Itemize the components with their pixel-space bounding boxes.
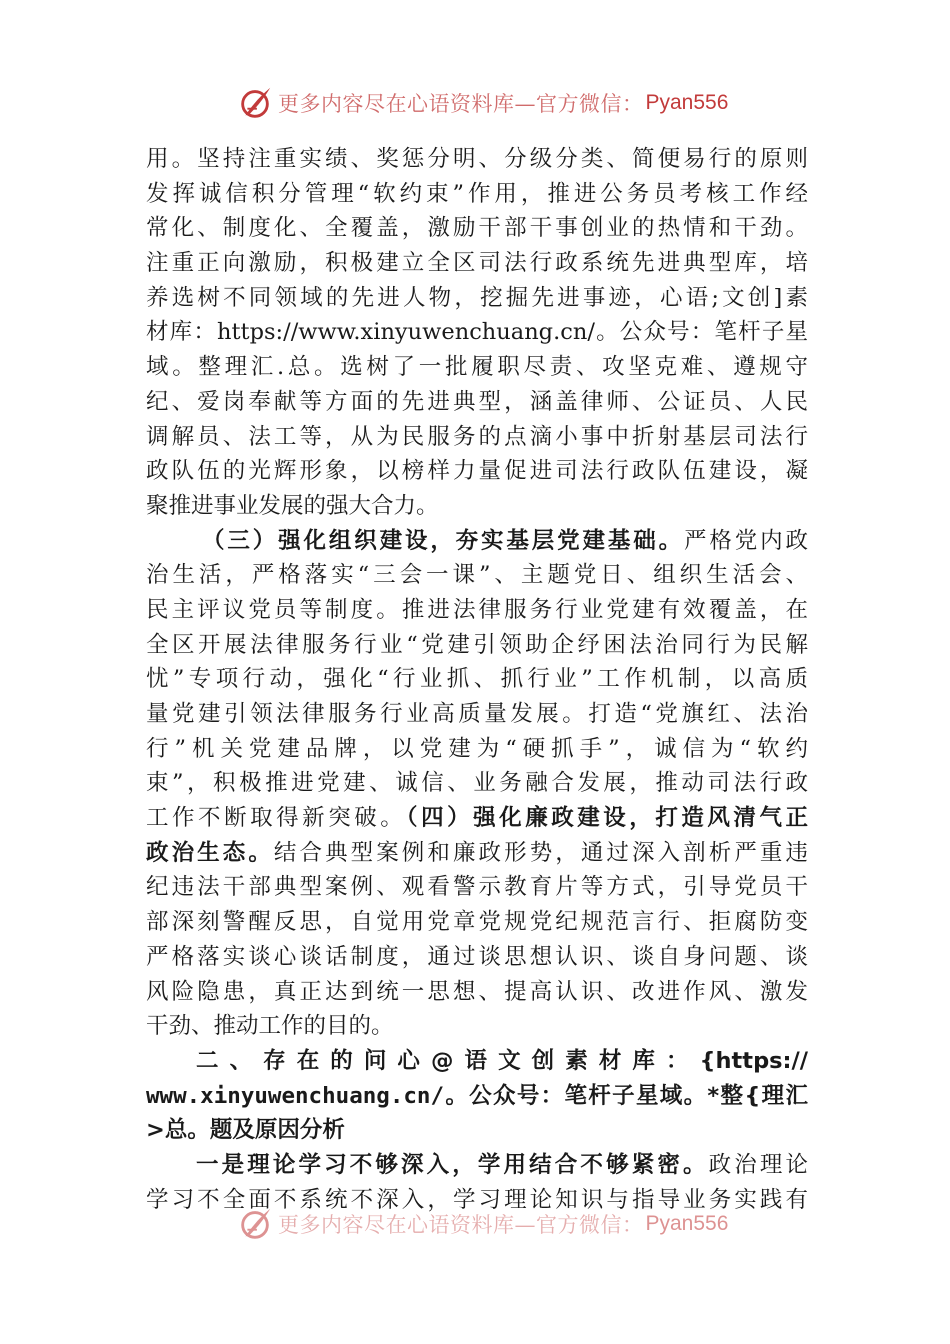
section-heading-2: 二、存在的问心@语文创素材库：{https:// — [196, 1047, 808, 1074]
text-line: 风险隐患，真正达到统一思想、提高认识、改进作风、激发 — [146, 978, 808, 1005]
section-heading-3: （三）强化组织建设，夯实基层党建基础。 — [202, 527, 684, 554]
text-line: 行”机关党建品牌，以党建为“硬抓手”，诚信为“软约 — [146, 735, 808, 762]
text-run: 工作不断取得新突破。 — [146, 805, 407, 832]
paragraph-line — [146, 524, 808, 559]
text-line: 干劲、推动工作的目的。 — [146, 1013, 394, 1040]
text-run: 结合典型案例和廉政形势，通过深入剖析严重违 — [273, 839, 808, 866]
text-line: 纪、爱岗奉献等方面的先进典型，涵盖律师、公证员、人民 — [146, 388, 808, 415]
text-line: 政队伍的光辉形象，以榜样力量促进司法行政队伍建设，凝 — [146, 458, 808, 485]
footer-watermark — [236, 1204, 728, 1244]
watermark-text: 更多内容尽在心语资料库—官方微信： — [278, 92, 644, 116]
text-line: 常化、制度化、全覆盖，激励干部干事创业的热情和干劲。 — [146, 215, 808, 242]
paragraph-line — [146, 1148, 808, 1183]
paragraph-line — [146, 836, 808, 871]
text-line: 用。坚持注重实绩、奖惩分明、分级分类、简便易行的原则 — [146, 146, 808, 172]
text-line: 量党建引领法律服务行业高质量发展。打造“党旗红、法治 — [146, 701, 808, 727]
text-line: 纪违法干部典型案例、观看警示教育片等方式，引导党员干 — [146, 874, 808, 901]
text-line: 材库：https://www.xinyuwenchuang.cn/。公众号：笔杆子星 — [146, 319, 808, 346]
text-line: 学习不全面不系统不深入，学习理论知识与指导业务实践有 — [146, 1186, 808, 1213]
text-line: 注重正向激励，积极建立全区司法行政系统先进典型库，培 — [146, 250, 808, 277]
text-run: 公众号：笔杆子星域。*整{理汇 — [469, 1082, 808, 1109]
quill-seal-icon — [236, 1205, 274, 1243]
document-body — [146, 142, 808, 1217]
text-line: 全区开展法律服务行业“党建引领助企纾困法治同行为民解 — [146, 631, 808, 658]
problem-heading-1: 一是理论学习不够深入，学用结合不够紧密。 — [196, 1151, 709, 1178]
text-line: 域。整理汇.总。选树了一批履职尽责、攻坚克难、遵规守 — [146, 354, 808, 381]
text-line: 治生活，严格落实“三会一课”、主题党日、组织生活会、 — [146, 562, 808, 589]
header-watermark — [236, 83, 728, 123]
text-line: 束”，积极推进党建、诚信、业务融合发展，推动司法行政 — [146, 770, 808, 797]
text-line: 部深刻警醒反思，自觉用党章党规党纪规范言行、拒腐防变 — [146, 909, 808, 936]
watermark-text: 更多内容尽在心语资料库—官方微信： — [278, 1213, 644, 1237]
text-line: 忧”专项行动，强化“行业抓、抓行业”工作机制，以高质 — [146, 666, 808, 693]
url-run: www.xinyuwenchuang.cn/。 — [146, 1082, 470, 1109]
paragraph-line — [146, 801, 808, 836]
watermark-wechat-id: Pyan556 — [645, 1212, 729, 1235]
text-line: 聚推进事业发展的强大合力。 — [146, 492, 439, 519]
text-line: 民主评议党员等制度。推进法律服务行业党建有效覆盖，在 — [146, 596, 808, 623]
quill-seal-icon — [236, 84, 274, 122]
watermark-wechat-id: Pyan556 — [645, 91, 729, 114]
section-heading-4-cont: 政治生态。 — [146, 839, 274, 866]
text-line: 调解员、法工等，从为民服务的点滴小事中折射基层司法行 — [146, 423, 808, 450]
heading-line: >总。题及原因分析 — [146, 1117, 345, 1144]
section-heading-4: （四）强化廉政建设，打造风清气正 — [406, 805, 808, 832]
heading-line — [146, 1079, 808, 1114]
text-run: 严格党内政 — [684, 527, 808, 554]
text-run: 政治理论 — [708, 1151, 808, 1178]
text-line: 发挥诚信积分管理“软约束”作用，推进公务员考核工作经 — [146, 180, 808, 207]
text-line: 严格落实谈心谈话制度，通过谈思想认识、谈自身问题、谈 — [146, 943, 808, 970]
text-line: 养选树不同领域的先进人物，挖掘先进事迹，心语;文创]素 — [146, 284, 808, 311]
